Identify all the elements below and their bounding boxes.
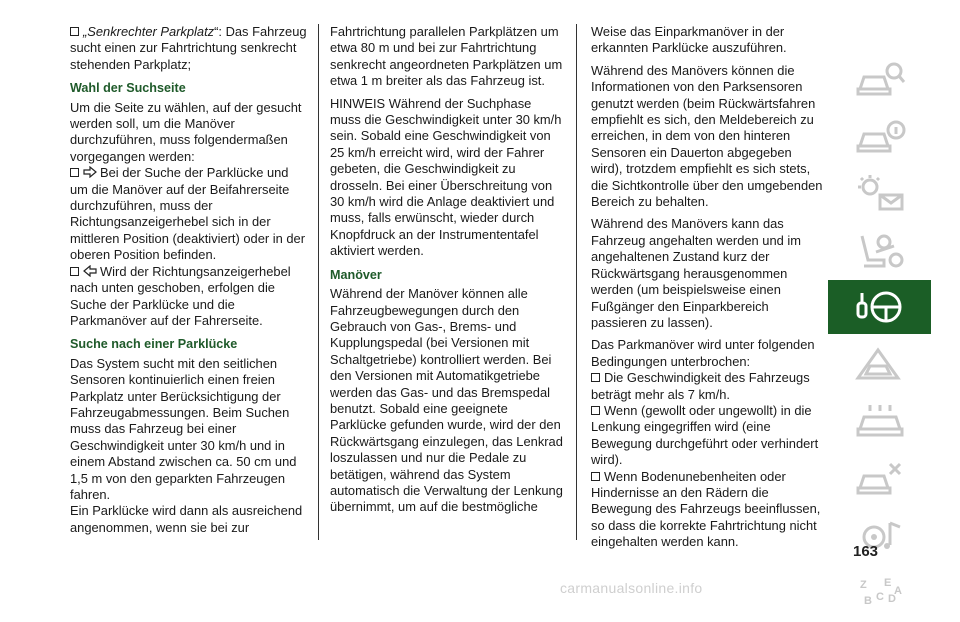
paragraph-space-width: Fahrtrichtung parallelen Parkplätzen um etwa 80 m und bei zur Fahrtrichtung senkrecht angeordneten Parkplätzen um etwa 1 m breiter als das Fahrzeug ist. [330, 24, 563, 89]
tab-car-tools[interactable] [828, 451, 931, 505]
car-info-icon [854, 116, 906, 156]
page-number: 163 [853, 543, 879, 560]
paragraph-parking-type: „Senkrechter Parkplatz“: Das Fahrzeug sucht einen zur Fahrtrichtung senkrecht stehenden Parkplatz; [70, 24, 307, 72]
paragraph-search-side: Um die Seite zu wählen, auf der gesucht werden soll, um die Manöver durchzuführen, muss folgendermaßen vorgegangen werden: [70, 99, 302, 164]
tab-car-info[interactable] [828, 109, 931, 163]
tab-car-warning[interactable] [828, 337, 931, 391]
svg-text:C: C [875, 591, 884, 603]
text-column-3 [591, 24, 823, 551]
tab-key-steering[interactable] [828, 280, 931, 334]
car-tools-icon [854, 458, 906, 498]
seat-airbag-icon [854, 230, 906, 270]
car-warning-icon [854, 344, 906, 384]
heading-search-side: Wahl der Suchseite [70, 81, 186, 96]
turn-signal-right-icon [83, 166, 97, 178]
chapter-tabs [828, 52, 931, 622]
heading-maneuvers: Manöver [330, 267, 382, 282]
car-service-icon [854, 401, 906, 441]
paragraph-parking-search: Das System sucht mit den seitlichen Sensoren kontinuierlich einen freien Parkplatz unter Berücksichtigung der Fahrzeugabmessungen. Beim Suchen muss das Fahrzeug bei einer Geschwindigkeit unter 30 km/h und in einem Abstand zwischen ca. 50 cm und 1,5 m von den geparkten Fahrzeugen fahren. [70, 355, 297, 502]
car-search-icon [854, 59, 906, 99]
paragraph-note-speed: HINWEIS Während der Suchphase muss die Geschwindigkeit unter 30 km/h sein. Sobald eine Geschwindigkeit von 25 km/h erreicht wird, wird der Fahrer gebeten, die Geschwindigkeit zu drosseln. Bei einer Überschreitung von 30 km/h wird die Anlage deaktiviert und muss, falls erwünscht, wieder durch Knopfdruck an der Instrumententafel aktiviert werden. [330, 95, 562, 259]
column-divider [576, 24, 577, 540]
svg-text:E: E [883, 577, 891, 589]
svg-text:A: A [893, 585, 902, 597]
bullet-square-icon [70, 27, 79, 36]
key-steering-wheel-icon [854, 287, 906, 327]
bullet-square-icon [591, 472, 600, 481]
tab-index[interactable] [828, 565, 931, 619]
paragraph-best-way: Weise das Einparkmanöver in der erkannten Parklücke auszuführen. [591, 24, 787, 56]
bullet-square-icon [591, 406, 600, 415]
text-column-2 [330, 24, 565, 522]
bullet-square-icon [70, 168, 79, 177]
bullet-square-icon [591, 373, 600, 382]
column-divider [318, 24, 319, 540]
bullet-square-icon [70, 267, 79, 276]
bullet-driver-side: Wird der Richtungsanzeigerhebel nach unten geschoben, erfolgen die Suche der Parklücke und die Parkmanöver auf der Fahrerseite. [70, 263, 291, 328]
bullet-passenger-side: Bei der Suche der Parklücke und um die Manöver auf der Beifahrerseite durchzuführen, muss der Richtungsanzeigerhebel sich in der mittleren Position (deaktiviert) oder in der oberen Position befinden. [70, 165, 305, 263]
text-column-1 [70, 24, 308, 542]
bullet-obstacles: Wenn Bodenunebenheiten oder Hindernisse an den Rädern die Bewegung des Fahrzeugs beeinflussen, so dass die korrekte Fahrtrichtung nicht eingehalten werden kann. [591, 468, 821, 550]
paragraph-interrupt: Das Parkmanöver wird unter folgenden Bedingungen unterbrochen: [591, 337, 815, 369]
bullet-speed: Die Geschwindigkeit des Fahrzeugs beträgt mehr als 7 km/h. [591, 370, 810, 402]
heading-parking-search: Suche nach einer Parklücke [70, 337, 238, 352]
tab-media[interactable] [828, 508, 931, 562]
paragraph-stop-vehicle: Während des Manövers kann das Fahrzeug angehalten werden und im angehaltenen Zustand kurz der Rückwärtsgang herausgenommen werden (um beispielsweise einen Fußgänger den Einparkbereich passieren zu lassen). [591, 216, 801, 330]
watermark: carmanualsonline.info [560, 580, 703, 596]
svg-text:Z: Z [859, 579, 867, 591]
tab-lights-message[interactable] [828, 166, 931, 220]
svg-text:D: D [887, 593, 896, 605]
lights-message-icon [854, 173, 906, 213]
tab-car-search[interactable] [828, 52, 931, 106]
paragraph-maneuvers: Während der Manöver können alle Fahrzeugbewegungen durch den Gebrauch von Gas-, Brems- und Kupplungspedal (bei Versionen mit Schaltgetriebe) kontrolliert werden. Bei den Versionen mit Automatikgetriebe werden das Gas- und das Bremspedal benutzt. Sobald eine geeignete Parklücke gefunden wurde, wird der den Rückwärtsgang einzulegen, das Lenkrad loszulassen und nur die Pedale zu betätigen, während das System automatisch die Verwaltung der Lenkung übernimmt, um auf die bestmögliche [330, 286, 563, 515]
svg-text:B: B [863, 595, 872, 607]
paragraph-parking-space: Ein Parklücke wird dann als ausreichend angenommen, wenn sie bei zur [70, 503, 303, 535]
turn-signal-left-icon [83, 265, 97, 277]
paragraph-sensors: Während des Manövers können die Informationen von den Parksensoren genutzt werden (beim Rückwärtsfahren empfiehlt es sich, den Meldebereich zu erreichen, in dem von den hinteren Sensoren ein Dauerton abgegeben wird), trotzdem empfiehlt es sich stets, die Sichtkontrolle über den umgebenden Bereich zu behalten. [591, 62, 823, 210]
index-letters-icon [854, 572, 906, 612]
tab-seat-airbag[interactable] [828, 223, 931, 277]
bullet-steering: Wenn (gewollt oder ungewollt) in die Lenkung eingegriffen wird (eine Bewegung durchgeführt oder verhindert wird). [591, 402, 819, 468]
tab-car-service[interactable] [828, 394, 931, 448]
